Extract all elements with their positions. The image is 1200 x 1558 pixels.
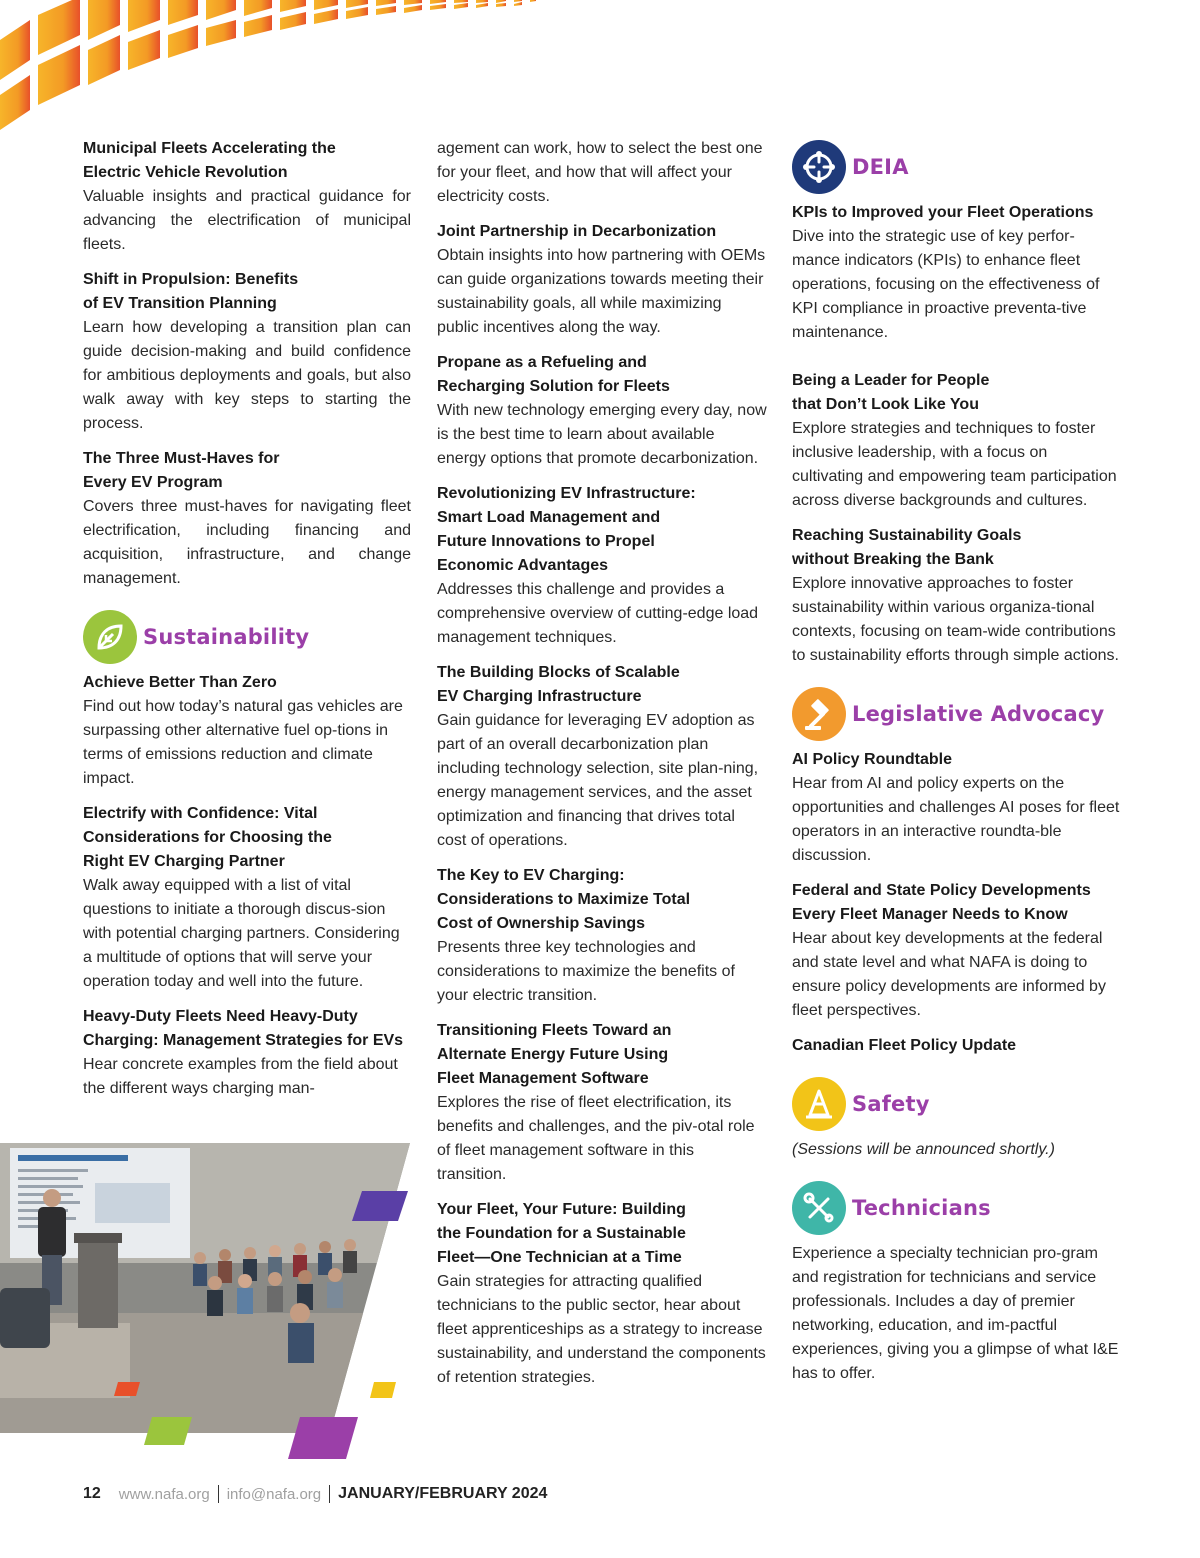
session-item	[437, 351, 767, 471]
email-link[interactable]: info@nafa.org	[226, 1485, 322, 1503]
section-title: DEIA	[852, 155, 909, 179]
session-description: Experience a specialty technician pro-gram and registration for technicians and service professionals. Includes a day of premier networking, education, and im-pactful experiences, giving you a glimpse of what I&E has to offer.	[792, 1245, 1119, 1382]
session-description: agement can work, how to select the best one for your fleet, and how that will affect your electricity costs.	[437, 140, 763, 205]
session-description: Explore strategies and techniques to foster inclusive leadership, with a focus on cultivating and empowering team participation across diverse backgrounds and cultures.	[792, 420, 1117, 509]
session-title: Canadian Fleet Policy Update	[792, 1037, 1017, 1054]
session-description: Explore innovative approaches to foster sustainability within various organiza-tional contexts, focusing on team-wide contributions to sustainability efforts through simple actions.	[792, 575, 1119, 664]
session-title: Transitioning Fleets Toward an Alternate Energy Future Using Fleet Management Software	[437, 1022, 672, 1087]
session-continuation	[437, 137, 767, 209]
session-title: Reaching Sustainability Goals without Breaking the Bank	[792, 527, 1022, 568]
wrench-screwdriver-icon	[792, 1181, 846, 1235]
session-title: Being a Leader for People that Don’t Look Like You	[792, 372, 990, 413]
session-description: Dive into the strategic use of key perfor-mance indicators (KPIs) to enhance fleet operations, focusing on the effectiveness of KPI compliance in proactive preventa-tive maintenance.	[792, 228, 1100, 341]
column-3	[792, 137, 1122, 1397]
session-item	[437, 1019, 767, 1187]
section-header-safety	[792, 1076, 1122, 1132]
session-item	[792, 1034, 1122, 1058]
session-note	[792, 1138, 1122, 1162]
session-description: Obtain insights into how partnering with OEMs can guide organizations towards meeting their sustainability goals, all while maximizing public incentives along the way.	[437, 247, 766, 336]
session-item	[792, 748, 1122, 868]
traffic-cone-icon	[792, 1077, 846, 1131]
website-link[interactable]: www.nafa.org	[118, 1485, 210, 1503]
technicians-description-block	[792, 1242, 1122, 1386]
session-description: Valuable insights and practical guidance for advancing the electrification of municipal fleets.	[83, 188, 411, 253]
issue-date: JANUARY/FEBRUARY 2024	[338, 1485, 548, 1502]
session-title: Achieve Better Than Zero	[83, 674, 277, 691]
session-item	[437, 220, 767, 340]
leaf-icon	[83, 610, 137, 664]
session-item	[83, 671, 411, 791]
hands-circle-icon	[792, 140, 846, 194]
session-description: Explores the rise of fleet electrification, its benefits and challenges, and the piv-otal role of fleet management software in this transition.	[437, 1094, 755, 1183]
session-title: Municipal Fleets Accelerating the Electric Vehicle Revolution	[83, 140, 336, 181]
session-description: Walk away equipped with a list of vital questions to initiate a thorough discus-sion with potential charging partners. Considering a multitude of options that will serve your operation today and well into the future.	[83, 877, 400, 990]
decorative-shapes	[0, 1370, 420, 1465]
session-item	[83, 137, 411, 257]
session-description: Learn how developing a transition plan can guide decision-making and build confidence for ambitious deployments and goals, but also walk away with key steps to starting the process.	[83, 319, 411, 432]
session-item	[437, 864, 767, 1008]
footer-divider	[218, 1485, 219, 1503]
session-item	[83, 1005, 411, 1101]
column-2	[437, 137, 767, 1401]
session-description: Presents three key technologies and considerations to maximize the benefits of your electric transition.	[437, 939, 735, 1004]
column-1	[83, 137, 411, 1112]
section-title: Legislative Advocacy	[852, 702, 1105, 726]
gavel-icon	[792, 687, 846, 741]
session-title: The Key to EV Charging: Considerations to Maximize Total Cost of Ownership Savings	[437, 867, 691, 932]
section-header-sustainability	[83, 609, 411, 665]
session-title: The Building Blocks of Scalable EV Charging Infrastructure	[437, 664, 680, 705]
section-header-legislative	[792, 686, 1122, 742]
session-item	[792, 524, 1122, 668]
session-description: Gain strategies for attracting qualified technicians to the public sector, hear about fleet apprenticeships as a strategy to increase sustainability, and understand the components of retention strategies.	[437, 1273, 766, 1386]
session-title: Joint Partnership in Decarbonization	[437, 223, 717, 240]
session-title: KPIs to Improved your Fleet Operations	[792, 204, 1094, 221]
session-item	[437, 661, 767, 853]
session-description: Addresses this challenge and provides a comprehensive overview of cutting-edge load management techniques.	[437, 581, 759, 646]
chevron-pattern-decoration	[0, 0, 560, 140]
session-description: Hear concrete examples from the field about the different ways charging man-	[83, 1056, 398, 1097]
session-item	[792, 369, 1122, 513]
session-title: Shift in Propulsion: Benefits of EV Transition Planning	[83, 271, 299, 312]
section-title: Sustainability	[143, 625, 310, 649]
session-item	[83, 268, 411, 436]
session-title: Propane as a Refueling and Recharging Solution for Fleets	[437, 354, 670, 395]
session-title: Federal and State Policy Developments Every Fleet Manager Needs to Know	[792, 882, 1091, 923]
session-title: AI Policy Roundtable	[792, 751, 953, 768]
session-title: Heavy-Duty Fleets Need Heavy-Duty Charging: Management Strategies for EVs	[83, 1008, 404, 1049]
session-item	[792, 879, 1122, 1023]
session-description: Hear from AI and policy experts on the opportunities and challenges AI poses for fleet operators in an interactive roundta-ble discussion.	[792, 775, 1120, 864]
session-description: Find out how today’s natural gas vehicles are surpassing other alternative fuel op-tions in terms of emissions reduction and climate impact.	[83, 698, 403, 787]
session-item	[792, 201, 1122, 345]
session-title: Electrify with Confidence: Vital Considerations for Choosing the Right EV Charging Partner	[83, 805, 332, 870]
session-description: With new technology emerging every day, now is the best time to learn about available energy options that promote decarbonization.	[437, 402, 767, 467]
session-title: Revolutionizing EV Infrastructure: Smart Load Management and Future Innovations to Propel Economic Advantages	[437, 485, 696, 574]
section-title: Safety	[852, 1092, 930, 1116]
session-description: Hear about key developments at the federal and state level and what NAFA is doing to ensure policy developments are informed by fleet perspectives.	[792, 930, 1106, 1019]
sessions-announcement-note: (Sessions will be announced shortly.)	[792, 1141, 1055, 1158]
page-footer	[83, 1485, 547, 1503]
session-description: Covers three must-haves for navigating fleet electrification, including financing and acquisition, infrastructure, and change management.	[83, 498, 411, 587]
session-item	[437, 1198, 767, 1390]
footer-divider	[329, 1485, 330, 1503]
section-header-deia	[792, 139, 1122, 195]
section-title: Technicians	[852, 1196, 991, 1220]
session-description: Gain guidance for leveraging EV adoption as part of an overall decarbonization plan including technology selection, site plan-ning, energy management services, and the asset optimization and financing that drives total cost of operations.	[437, 712, 759, 849]
section-header-technicians	[792, 1180, 1122, 1236]
page-number: 12	[83, 1485, 101, 1502]
session-title: Your Fleet, Your Future: Building the Foundation for a Sustainable Fleet—One Technician at a Time	[437, 1201, 686, 1266]
session-item	[83, 447, 411, 591]
session-title: The Three Must-Haves for Every EV Program	[83, 450, 280, 491]
session-item	[437, 482, 767, 650]
session-item	[83, 802, 411, 994]
